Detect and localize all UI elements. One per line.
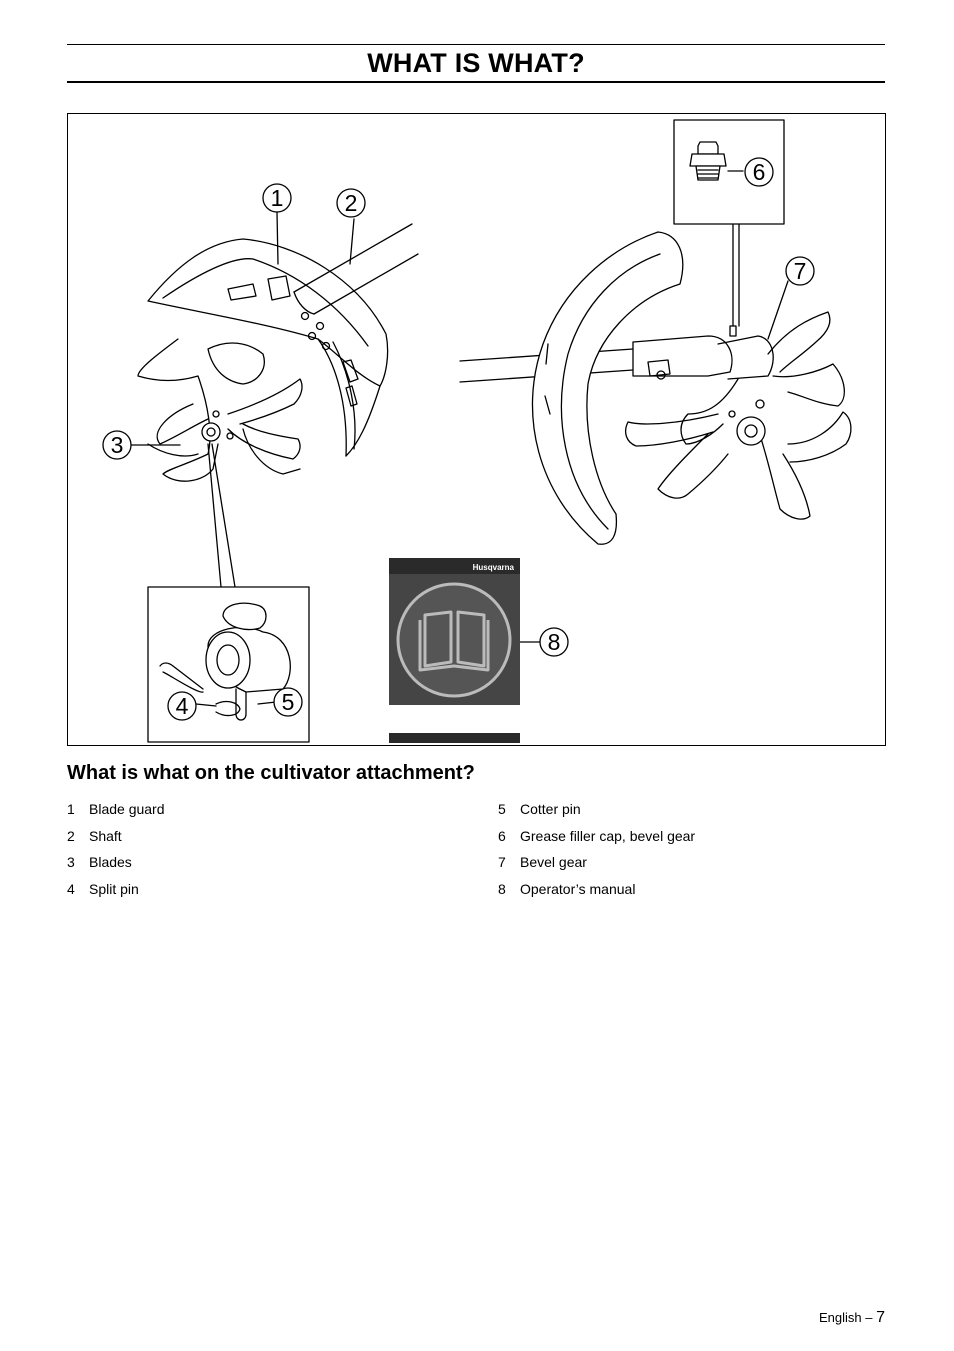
footer-dash: –: [865, 1310, 873, 1325]
inset-pins: [148, 587, 309, 742]
legend-label: Operator’s manual: [520, 881, 636, 898]
legend-number: 6: [498, 827, 506, 844]
callout-5: 5: [281, 689, 295, 715]
legend-label: Grease filler cap, bevel gear: [520, 827, 696, 844]
legend-item: [67, 824, 447, 851]
callout-4: 4: [175, 693, 189, 719]
legend-label: Bevel gear: [520, 854, 587, 871]
footer-language: English: [818, 1310, 862, 1325]
left-cultivator-drawing: [130, 212, 418, 587]
legend-left-column: [67, 797, 447, 904]
legend-label: Cotter pin: [520, 801, 581, 817]
legend-right-column: [498, 797, 878, 904]
legend-item: [67, 877, 447, 904]
page-footer: [819, 1309, 885, 1327]
legend-number: 1: [67, 801, 75, 817]
legend-item: [498, 877, 878, 904]
cultivator-illustration: [68, 114, 885, 745]
callout-8: 8: [547, 629, 561, 655]
legend-number: 3: [67, 854, 75, 871]
legend-number: 8: [498, 881, 506, 898]
legend-label: Split pin: [89, 881, 139, 898]
legend-item: [498, 797, 878, 824]
legend-item: [498, 850, 878, 877]
header-rule-bottom: [67, 81, 885, 83]
callout-3: 3: [110, 432, 124, 458]
legend-label: Blades: [89, 854, 132, 871]
legend-item: [498, 824, 878, 851]
callout-1: 1: [270, 185, 284, 211]
legend-label: Shaft: [89, 827, 122, 844]
legend-item: [67, 850, 447, 877]
legend-number: 2: [67, 827, 75, 844]
legend-number: 4: [67, 881, 75, 898]
legend-number: 7: [498, 854, 506, 871]
callout-2: 2: [344, 190, 358, 216]
section-title: What is what on the cultivator attachment?: [67, 762, 475, 784]
parts-illustration: [67, 113, 886, 746]
legend-number: 5: [498, 801, 506, 817]
manual-brand-text: Husqvarna: [472, 563, 514, 572]
page-title: WHAT IS WHAT?: [367, 48, 585, 78]
operators-manual-drawing: [389, 558, 520, 743]
legend-item: [67, 797, 447, 824]
legend-label: Blade guard: [89, 801, 165, 817]
callout-7: 7: [793, 258, 807, 284]
page-number: 7: [876, 1309, 885, 1326]
callout-6: 6: [752, 159, 766, 185]
